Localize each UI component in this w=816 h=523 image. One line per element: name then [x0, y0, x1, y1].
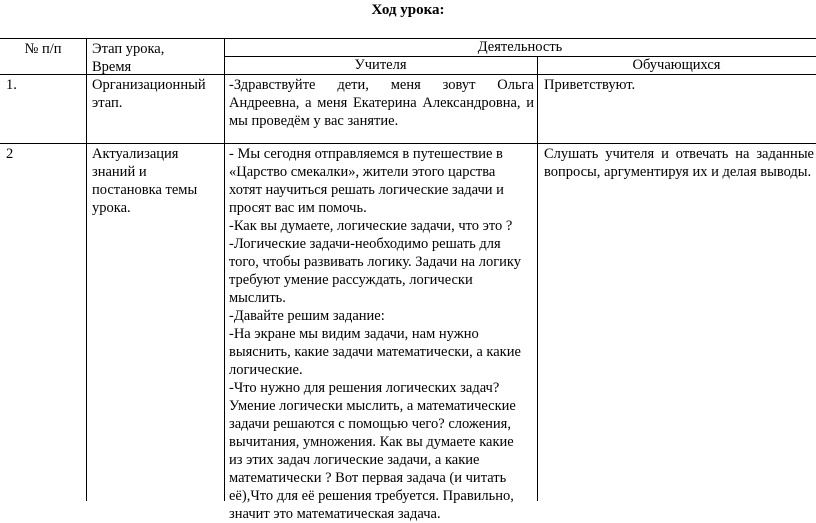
- row1-num: 1.: [6, 77, 17, 93]
- row1-students: Приветствуют.: [544, 77, 636, 93]
- header-teacher: Учителя: [354, 57, 407, 73]
- row-divider: [0, 143, 816, 144]
- header-activity: Деятельность: [477, 39, 563, 55]
- row2-num: 2: [6, 146, 14, 162]
- header-stage: Этап урока, Время: [92, 41, 165, 75]
- header-num: № п/п: [24, 41, 62, 57]
- col-divider-1: [86, 38, 87, 501]
- row1-stage: Организационный этап.: [92, 77, 206, 111]
- header-students: Обучающихся: [632, 57, 721, 73]
- row1-teacher: -Здравствуйте дети, меня зовут Ольга Андреевна, а меня Екатерина Александровна, и мы проведём у вас занятие.: [229, 77, 534, 129]
- row2-students: Слушать учителя и отвечать на заданные вопросы, аргументируя их и делая выводы.: [544, 146, 814, 180]
- page-title: Ход урока:: [371, 2, 445, 18]
- row2-teacher: - Мы сегодня отправляемся в путешествие в «Царство смекалки», жители этого царства хотят научиться решать логические задачи и просят вас им помочь. -Как вы думаете, логические задачи, что это ? -Логические задачи-необходимо решать для того, чтобы развивать логику. Задачи на логику требуют умение рассуждать, логически мыслить. -Давайте решим задание: -На экране мы видим задачи, нам нужно выяснить, какие задачи математически, а какие логические. -Что нужно для решения логических задач? Умение логически мыслить, а математические задачи решаются с помощью чего? сложения, вычитания, умножения. Как вы думаете какие из этих задач логические задачи, а какие математически ? Вот первая задача (и читать её),Что для её решения требуется. Правильно, значит это математическая задача.: [229, 146, 522, 522]
- col-divider-3: [537, 56, 538, 501]
- row2-stage: Актуализация знаний и постановка темы урока.: [92, 146, 198, 216]
- col-divider-2: [224, 38, 225, 501]
